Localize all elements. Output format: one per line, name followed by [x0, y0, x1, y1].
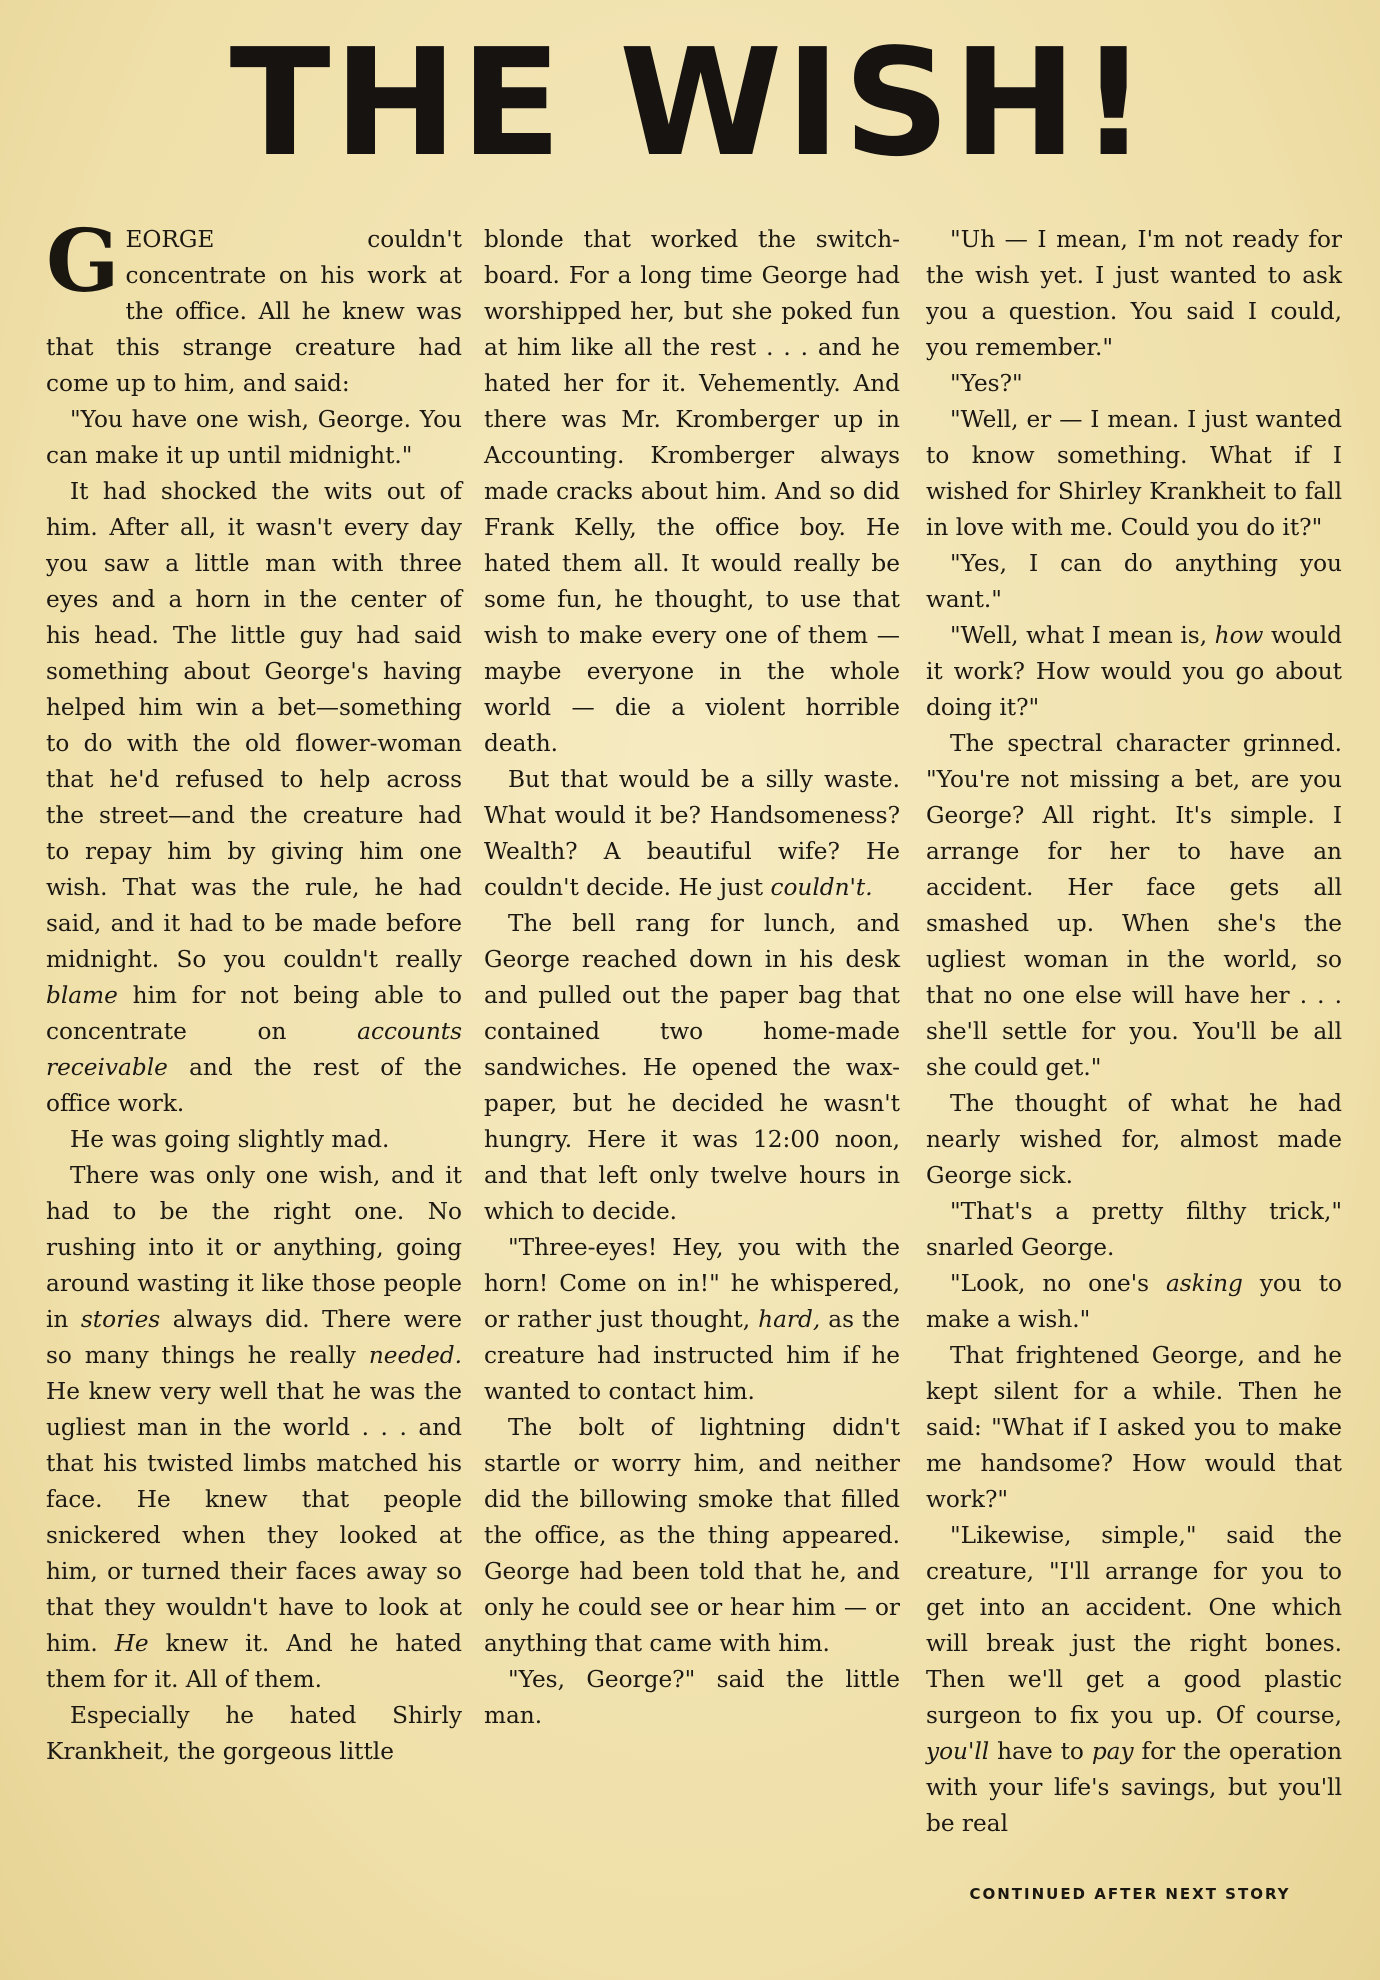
- paragraph: The bolt of lightning didn't startle or worry him, and neither did the billowing smoke that filled the office, as the thing appeared. George had been told that he, and only he could see or hear him — or anything that came with him.: [484, 1414, 900, 1657]
- paragraph: The spectral character grinned. "You're not missing a bet, are you George? All right. It's simple. I arrange for her to have an accident. Her face gets all smashed up. When she's the ugliest woman in the world, so that no one else will have her . . . she'll settle for you. You'll be all she could get.": [926, 730, 1342, 1081]
- paragraph: "Uh — I mean, I'm not ready for the wish yet. I just wanted to ask you a question. You said I could, you remember.": [926, 226, 1342, 361]
- paragraph: "Three-eyes! Hey, you with the horn! Come on in!" he whispered, or rather just thought, hard, as the creature had instructed him if he wanted to contact him.: [484, 1234, 900, 1405]
- paragraph: The bell rang for lunch, and George reached down in his desk and pulled out the paper bag that contained two home-made sandwiches. He opened the wax-paper, but he decided he wasn't hungry. Here it was 12:00 noon, and that left only twelve hours in which to decide.: [484, 910, 900, 1225]
- paragraph: He was going slightly mad.: [70, 1126, 390, 1153]
- paragraph: "Look, no one's asking you to make a wish.": [926, 1270, 1343, 1333]
- paragraph: That frightened George, and he kept silent for a while. Then he said: "What if I asked you to make me handsome? How would that work?": [926, 1342, 1342, 1513]
- paragraph: But that would be a silly waste. What would it be? Handsomeness? Wealth? A beautiful wife? He couldn't decide. He just couldn't.: [484, 766, 900, 901]
- text-column-2: [484, 222, 900, 1872]
- paragraph: "That's a pretty filthy trick," snarled George.: [926, 1198, 1342, 1261]
- paragraph: "Yes?": [950, 370, 1023, 397]
- paragraph: The thought of what he had nearly wished for, almost made George sick.: [926, 1090, 1342, 1189]
- paragraph: "Well, what I mean is, how would it work? How would you go about doing it?": [926, 622, 1342, 721]
- paragraph: "Yes, I can do anything you want.": [926, 550, 1342, 613]
- drop-cap: G: [46, 211, 120, 312]
- story-title: THE WISH!: [229, 17, 1151, 189]
- continued-note: CONTINUED AFTER NEXT STORY: [969, 1885, 1291, 1903]
- paragraph: There was only one wish, and it had to be the right one. No rushing into it or anything, going around wasting it like those people in stories always did. There were so many things he really needed. He knew very well that he was the ugliest man in the world . . . and that his twisted limbs matched his face. He knew that people snickered when they looked at him, or turned their faces away so that they wouldn't have to look at him. He knew it. And he hated them for it. All of them.: [46, 1162, 463, 1693]
- paragraph: "Yes, George?" said the little man.: [484, 1666, 900, 1729]
- paragraph: It had shocked the wits out of him. After all, it wasn't every day you saw a little man with three eyes and a horn in the center of his head. The little guy had said something about George's having helped him win a bet—something to do with the old flower-woman that he'd refused to help across the street—and the creature had to repay him by giving him one wish. That was the rule, he had said, and it had to be made before midnight. So you couldn't really blame him for not being able to concentrate on accounts receivable and the rest of the office work.: [46, 478, 463, 1117]
- paragraph: "Likewise, simple," said the creature, "I'll arrange for you to get into an accident. One which will break just the right bones. Then we'll get a good plastic surgeon to fix you up. Of course, you'll have to pay for the operation with your life's savings, but you'll be real: [926, 1522, 1343, 1837]
- paragraph: "You have one wish, George. You can make it up until midnight.": [46, 406, 462, 469]
- paragraph: blonde that worked the switch-board. For a long time George had worshipped her, but she poked fun at him like all the rest . . . and he hated her for it. Vehemently. And there was Mr. Kromberger up in Accounting. Kromberger always made cracks about him. And so did Frank Kelly, the office boy. He hated them all. It would really be some fun, he thought, to use that wish to make every one of them — maybe everyone in the whole world — die a violent horrible death.: [484, 226, 900, 757]
- text-column-3: [926, 222, 1342, 1872]
- text-column-1: [46, 211, 463, 1872]
- paragraph: GEORGE couldn't concentrate on his work at the office. All he knew was that this strange creature had come up to him, and said:: [46, 211, 462, 397]
- paragraph: Especially he hated Shirly Krankheit, the gorgeous little: [46, 1702, 462, 1765]
- paragraph: "Well, er — I mean. I just wanted to know something. What if I wished for Shirley Krankheit to fall in love with me. Could you do it?": [926, 406, 1342, 541]
